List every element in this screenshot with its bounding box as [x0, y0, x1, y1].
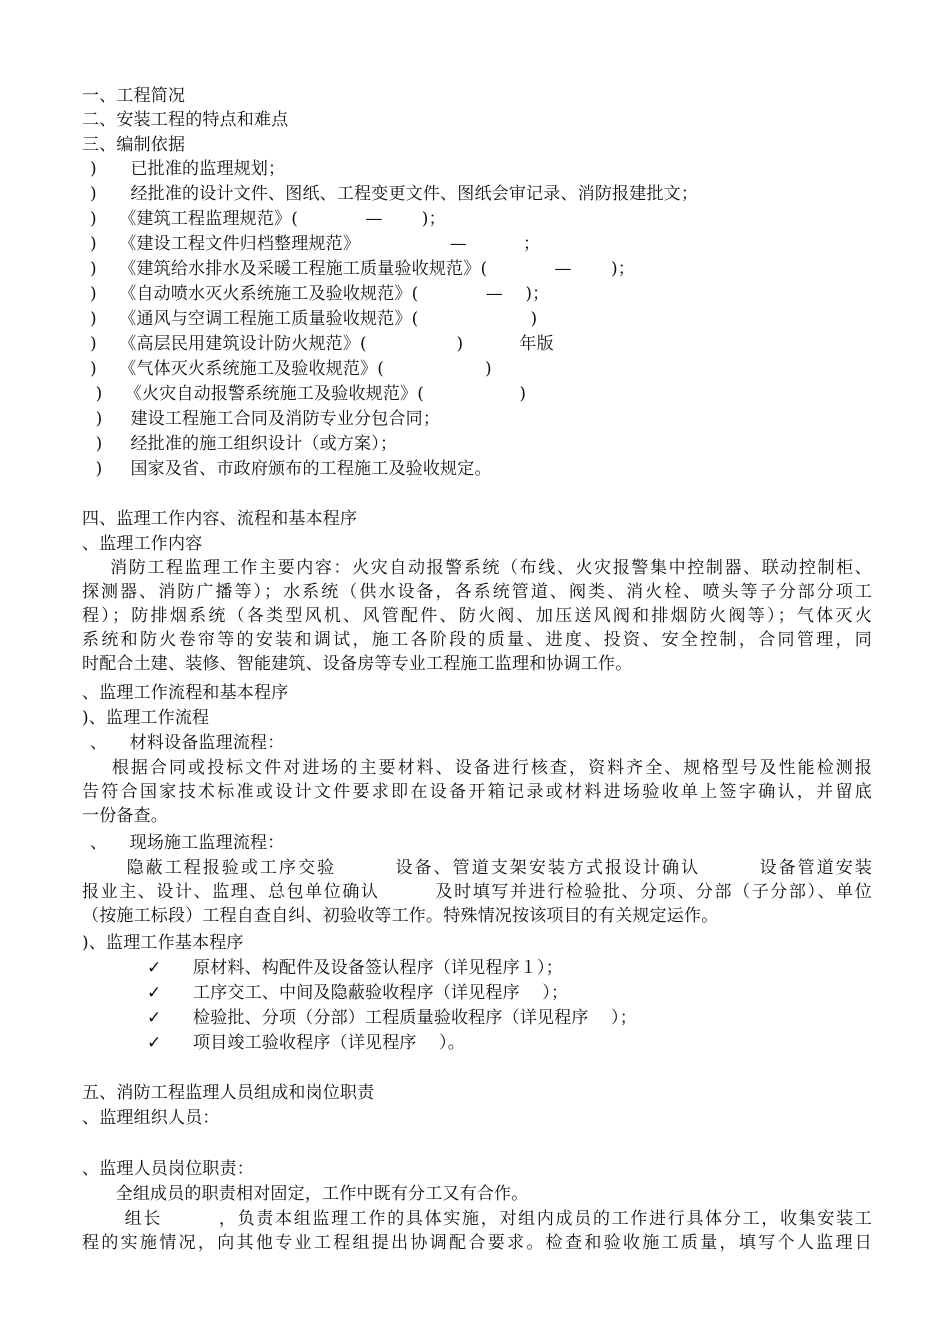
procedure-label: 项目竣工验收程序（详见程序 ）。: [193, 1033, 465, 1053]
heading-supervision-content: 四、监理工作内容、流程和基本程序: [82, 509, 358, 529]
site-flow-title: 、 现场施工监理流程：: [90, 833, 285, 853]
basis-item: ) 经批准的设计文件、图纸、工程变更文件、图纸会审记录、消防报建批文；: [90, 184, 699, 204]
procedure-label: 工序交工、中间及隐蔽验收程序（详见程序 ）；: [193, 983, 569, 1003]
check-icon: ✓: [147, 1008, 162, 1028]
paragraph-line: 系统和防火卷帘等的安装和调试，施工各阶段的质量、进度、投资、安全控制，合同管理，同: [82, 630, 872, 650]
basis-item: ) 经批准的施工组织设计（或方案）；: [90, 434, 398, 454]
paragraph-line: 一份备查。: [82, 806, 168, 826]
procedure-label: 检验批、分项（分部）工程质量验收程序（详见程序 ）；: [193, 1008, 637, 1028]
paragraph-line: 根据合同或投标文件对进场的主要材料、设备进行核查，资料齐全、规格型号及性能检测报: [82, 758, 872, 778]
subheading-duties: 、监理人员岗位职责：: [82, 1159, 254, 1179]
procedure-item: [147, 1031, 465, 1055]
basis-item: ) 已批准的监理规划；: [90, 159, 286, 179]
basis-item: ) 《自动喷水灭火系统施工及验收规范》( — )；: [90, 284, 550, 304]
paragraph-line: （按施工标段）工程自查自纠、初验收等工作。特殊情况按该项目的有关规定运作。: [82, 906, 719, 926]
subheading-work-content: 、监理工作内容: [82, 534, 203, 554]
basis-item: ) 《建筑工程监理规范》( — )；: [90, 209, 446, 229]
paragraph-leader-duties: [82, 1207, 872, 1255]
paragraph-line: 告符合国家技术标准或设计文件要求即在设备开箱记录或材料进场验收单上签字确认，并留底: [82, 782, 872, 802]
check-icon: ✓: [147, 983, 162, 1003]
basis-item: ) 国家及省、市政府颁布的工程施工及验收规定。: [90, 459, 492, 479]
duties-intro: 全组成员的职责相对固定，工作中既有分工又有合作。: [82, 1184, 529, 1204]
paragraph-line: 组长 ，负责本组监理工作的具体实施，对组内成员的工作进行具体分工，收集安装工: [82, 1209, 872, 1229]
procedure-item: [147, 981, 568, 1005]
heading-install-features: 二、安装工程的特点和难点: [82, 110, 289, 130]
basis-item: ) 《建筑给水排水及采暖工程施工质量验收规范》( — )；: [90, 259, 635, 279]
paragraph-line: 时配合土建、装修、智能建筑、设备房等专业工程施工监理和协调工作。: [82, 654, 633, 674]
material-flow-title: 、 材料设备监理流程：: [90, 733, 285, 753]
paragraph-work-content: [82, 556, 872, 676]
heading-project-overview: 一、工程简况: [82, 86, 186, 106]
subheading-workflow-1: )、监理工作流程: [82, 708, 210, 728]
basis-item: ) 《高层民用建筑设计防火规范》( ) 年版: [90, 334, 554, 354]
paragraph-line: 程的实施情况，向其他专业工程组提出协调配合要求。检查和验收施工质量，填写个人监理日: [82, 1233, 872, 1253]
check-icon: ✓: [147, 1033, 162, 1053]
basis-item: ) 《气体灭火系统施工及验收规范》( ): [90, 359, 492, 379]
paragraph-material-flow: [82, 756, 872, 828]
subheading-staff: 、监理组织人员：: [82, 1108, 220, 1128]
check-icon: ✓: [147, 958, 162, 978]
paragraph-line: 程）；防排烟系统（各类型风机、风管配件、防火阀、加压送风阀和排烟防火阀等）；气体灭火: [82, 606, 872, 626]
basis-item: ) 《通风与空调工程施工质量验收规范》( ): [90, 309, 538, 329]
subheading-workflow: 、监理工作流程和基本程序: [82, 683, 289, 703]
heading-basis: 三、编制依据: [82, 135, 186, 155]
paragraph-line: 报业主、设计、监理、总包单位确认 及时填写并进行检验批、分项、分部（子分部）、单位: [82, 882, 872, 902]
basis-item: ) 建设工程施工合同及消防专业分包合同；: [90, 409, 441, 429]
heading-staff-duties: 五、消防工程监理人员组成和岗位职责: [82, 1083, 375, 1103]
paragraph-line: 探测器、消防广播等）；水系统（供水设备，各系统管道、阀类、消火栓、喷头等子分部分项工: [82, 582, 872, 602]
procedure-label: 原材料、构配件及设备签认程序（详见程序１）；: [193, 958, 563, 978]
procedure-item: [147, 1006, 637, 1030]
basis-item: ) 《火灾自动报警系统施工及验收规范》( ): [90, 384, 527, 404]
procedure-item: [147, 956, 563, 980]
paragraph-site-flow: [82, 856, 872, 928]
basis-item: ) 《建设工程文件归档整理规范》 — ；: [90, 234, 541, 254]
paragraph-line: 消防工程监理工作主要内容：火灾自动报警系统（布线、火灾报警集中控制器、联动控制柜、: [82, 558, 872, 578]
subheading-basic-procedure: )、监理工作基本程序: [82, 933, 244, 953]
paragraph-line: 隐蔽工程报验或工序交验 设备、管道支架安装方式报设计确认 设备管道安装: [82, 858, 872, 878]
